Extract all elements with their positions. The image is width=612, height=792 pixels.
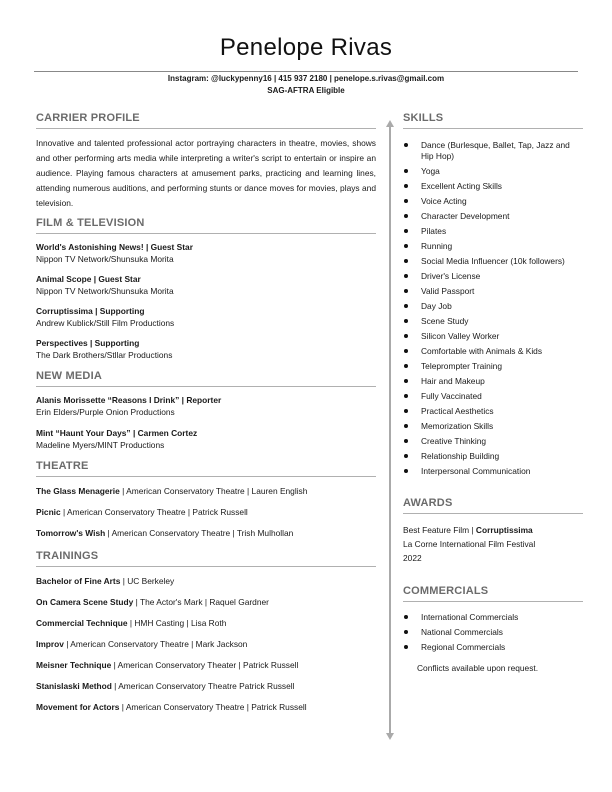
film-tv-section	[36, 217, 376, 362]
left-column	[36, 112, 376, 713]
skill-item: Comfortable with Animals & Kids	[403, 346, 583, 357]
media-entry-credit: Erin Elders/Purple Onion Productions	[36, 407, 175, 417]
award-category: Best Feature Film |	[403, 525, 476, 535]
skill-item: Pilates	[403, 226, 583, 237]
training-entry	[36, 576, 376, 587]
film-entry-credit: Nippon TV Network/Shunsuka Morita	[36, 254, 174, 264]
profile-heading: CARRIER PROFILE	[36, 112, 140, 124]
training-details: | American Conservatory Theatre | Mark Jackson	[63, 639, 248, 649]
award-festival: La Corne International Film Festival	[403, 539, 536, 549]
section-rule	[403, 513, 583, 514]
union-status: SAG-AFTRA Eligible	[267, 86, 345, 95]
theatre-details: | American Conservatory Theatre | Trish Mulhollan	[105, 528, 294, 538]
section-rule	[36, 476, 376, 477]
skill-item: Social Media Influencer (10k followers)	[403, 256, 583, 267]
media-entry-credit: Madeline Myers/MINT Productions	[36, 440, 165, 450]
film-entry	[36, 338, 376, 362]
skills-section	[403, 112, 583, 477]
skill-item: Creative Thinking	[403, 436, 583, 447]
skills-list	[403, 140, 583, 477]
profile-text: Innovative and talented professional actor portraying characters in theatre, movies, shows and other performing arts media while interpreting a writer's script to entertain or inspire an audience. Playing famous characters at amusement parks, practicing and learning lines, attending numerous auditions, and performing stunts or dance moves for movies, plays and television.	[36, 138, 376, 208]
skill-item: Interpersonal Communication	[403, 466, 583, 477]
new-media-heading: NEW MEDIA	[36, 370, 102, 382]
film-tv-heading: FILM & TELEVISION	[36, 217, 145, 229]
skill-item: Voice Acting	[403, 196, 583, 207]
commercial-item: Regional Commercials	[403, 642, 583, 653]
training-title: Meisner Technique	[36, 660, 112, 670]
skill-item: Driver's License	[403, 271, 583, 282]
training-details: | The Actor's Mark | Raquel Gardner	[133, 597, 269, 607]
theatre-details: | American Conservatory Theatre | Patrick Russell	[60, 507, 248, 517]
skill-item: Dance (Burlesque, Ballet, Tap, Jazz and Hip Hop)	[403, 140, 583, 162]
theatre-entry	[36, 528, 376, 539]
column-divider	[389, 124, 391, 734]
skill-item: Running	[403, 241, 583, 252]
divider-top-cap	[386, 120, 394, 127]
film-entry-title: Animal Scope | Guest Star	[36, 274, 141, 284]
awards-heading: AWARDS	[403, 497, 453, 509]
trainings-section	[36, 550, 376, 713]
training-title: Stanislaski Method	[36, 681, 112, 691]
training-details: | American Conservatory Theatre | Patrick Russell	[119, 702, 307, 712]
award-year: 2022	[403, 553, 422, 563]
training-title: On Camera Scene Study	[36, 597, 134, 607]
film-entry-title: Perspectives | Supporting	[36, 338, 140, 348]
training-entry	[36, 702, 376, 713]
theatre-entry	[36, 486, 376, 497]
trainings-heading: TRAININGS	[36, 550, 99, 562]
commercials-section	[403, 585, 583, 674]
skill-item: Fully Vaccinated	[403, 391, 583, 402]
training-details: | HMH Casting | Lisa Roth	[127, 618, 227, 628]
right-column	[403, 112, 583, 674]
skill-item: Scene Study	[403, 316, 583, 327]
film-entry-credit: Andrew Kublick/Still Film Productions	[36, 318, 175, 328]
awards-section	[403, 497, 583, 565]
commercials-note: Conflicts available upon request.	[417, 663, 539, 673]
training-title: Movement for Actors	[36, 702, 120, 712]
media-entry	[36, 428, 376, 452]
training-entry	[36, 660, 376, 671]
contact-line: Instagram: @luckypenny16 | 415 937 2180 | penelope.s.rivas@gmail.com	[167, 74, 445, 83]
film-entry	[36, 306, 376, 330]
media-entry-title: Alanis Morissette “Reasons I Drink” | Reporter	[36, 395, 222, 405]
theatre-entry	[36, 507, 376, 518]
theatre-section	[36, 460, 376, 539]
commercials-list	[403, 612, 583, 653]
media-entry-title: Mint “Haunt Your Days” | Carmen Cortez	[36, 428, 198, 438]
film-entry	[36, 242, 376, 266]
training-details: | American Conservatory Theatre Patrick Russell	[111, 681, 295, 691]
theatre-title: Tomorrow's Wish	[36, 528, 106, 538]
film-entry-credit: Nippon TV Network/Shunsuka Morita	[36, 286, 174, 296]
training-entry	[36, 618, 376, 629]
commercials-heading: COMMERCIALS	[403, 585, 489, 597]
film-entry-title: Corruptissima | Supporting	[36, 306, 145, 316]
theatre-title: The Glass Menagerie	[36, 486, 120, 496]
award-line	[403, 523, 583, 537]
skill-item: Character Development	[403, 211, 583, 222]
section-rule	[403, 601, 583, 602]
new-media-section	[36, 370, 376, 452]
skill-item: Memorization Skills	[403, 421, 583, 432]
award-film: Corruptissima	[475, 525, 533, 535]
training-details: | UC Berkeley	[120, 576, 175, 586]
section-rule	[36, 386, 376, 387]
training-details: | American Conservatory Theater | Patrick Russell	[111, 660, 299, 670]
commercial-item: National Commercials	[403, 627, 583, 638]
section-rule	[36, 128, 376, 129]
theatre-title: Picnic	[36, 507, 61, 517]
theatre-details: | American Conservatory Theatre | Lauren English	[119, 486, 308, 496]
film-entry-credit: The Dark Brothers/Stllar Productions	[36, 350, 173, 360]
skill-item: Relationship Building	[403, 451, 583, 462]
film-entry	[36, 274, 376, 298]
skill-item: Valid Passport	[403, 286, 583, 297]
media-entry	[36, 395, 376, 419]
training-entry	[36, 597, 376, 608]
skill-item: Excellent Acting Skills	[403, 181, 583, 192]
training-title: Improv	[36, 639, 64, 649]
skills-heading: SKILLS	[403, 112, 444, 124]
skill-item: Teleprompter Training	[403, 361, 583, 372]
skill-item: Silicon Valley Worker	[403, 331, 583, 342]
section-rule	[36, 566, 376, 567]
film-entry-title: World's Astonishing News! | Guest Star	[36, 242, 193, 252]
section-rule	[36, 233, 376, 234]
header-rule	[34, 71, 578, 72]
profile-section	[36, 112, 376, 211]
training-entry	[36, 681, 376, 692]
candidate-name: Penelope Rivas	[219, 34, 393, 61]
training-title: Bachelor of Fine Arts	[36, 576, 121, 586]
divider-bottom-cap	[386, 733, 394, 740]
skill-item: Yoga	[403, 166, 583, 177]
skill-item: Hair and Makeup	[403, 376, 583, 387]
theatre-heading: THEATRE	[36, 460, 89, 472]
commercial-item: International Commercials	[403, 612, 583, 623]
training-entry	[36, 639, 376, 650]
skill-item: Day Job	[403, 301, 583, 312]
section-rule	[403, 128, 583, 129]
skill-item: Practical Aesthetics	[403, 406, 583, 417]
training-title: Commercial Technique	[36, 618, 128, 628]
